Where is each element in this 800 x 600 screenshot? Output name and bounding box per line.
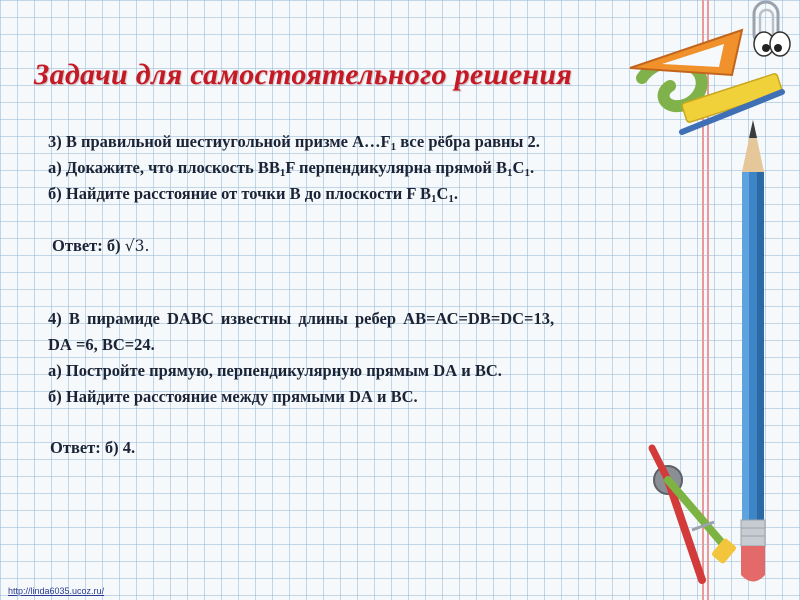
problem-4-line-4: б) Найдите расстояние между прямыми DА и ВС. bbox=[48, 387, 418, 406]
problem-4 bbox=[48, 306, 554, 410]
problem-3 bbox=[48, 129, 540, 207]
compass-icon bbox=[632, 440, 742, 588]
problem-4-line-1: 4) В пирамиде DABC известны длины ребер АВ=АС=DВ=DС=13, bbox=[48, 309, 555, 328]
problem-3-line-3: б) Найдите расстояние от точки В до плоскости F $В_1С_1$. bbox=[48, 184, 459, 205]
source-link[interactable]: http://linda6035.ucoz.ru/ bbox=[8, 586, 105, 596]
problem-4-answer: Ответ: б) 4. bbox=[50, 438, 136, 457]
problem-3-line-2: а) Докажите, что плоскость $ВВ_1F$ перпендикулярна прямой $В_1С_1$. bbox=[48, 158, 535, 179]
problem-4-line-3: а) Постройте прямую, перпендикулярную прямым DА и ВС. bbox=[48, 361, 502, 380]
problem-3-answer: Ответ: б) √3. bbox=[52, 236, 150, 255]
problem-3-line-1: 3) В правильной шестиугольной призме $А\dots F_1$ все рёбра равны 2. bbox=[48, 132, 540, 153]
slide-title: Задачи для самостоятельного решения bbox=[34, 58, 573, 91]
problem-4-line-2: DА =6, ВС=24. bbox=[48, 335, 155, 354]
